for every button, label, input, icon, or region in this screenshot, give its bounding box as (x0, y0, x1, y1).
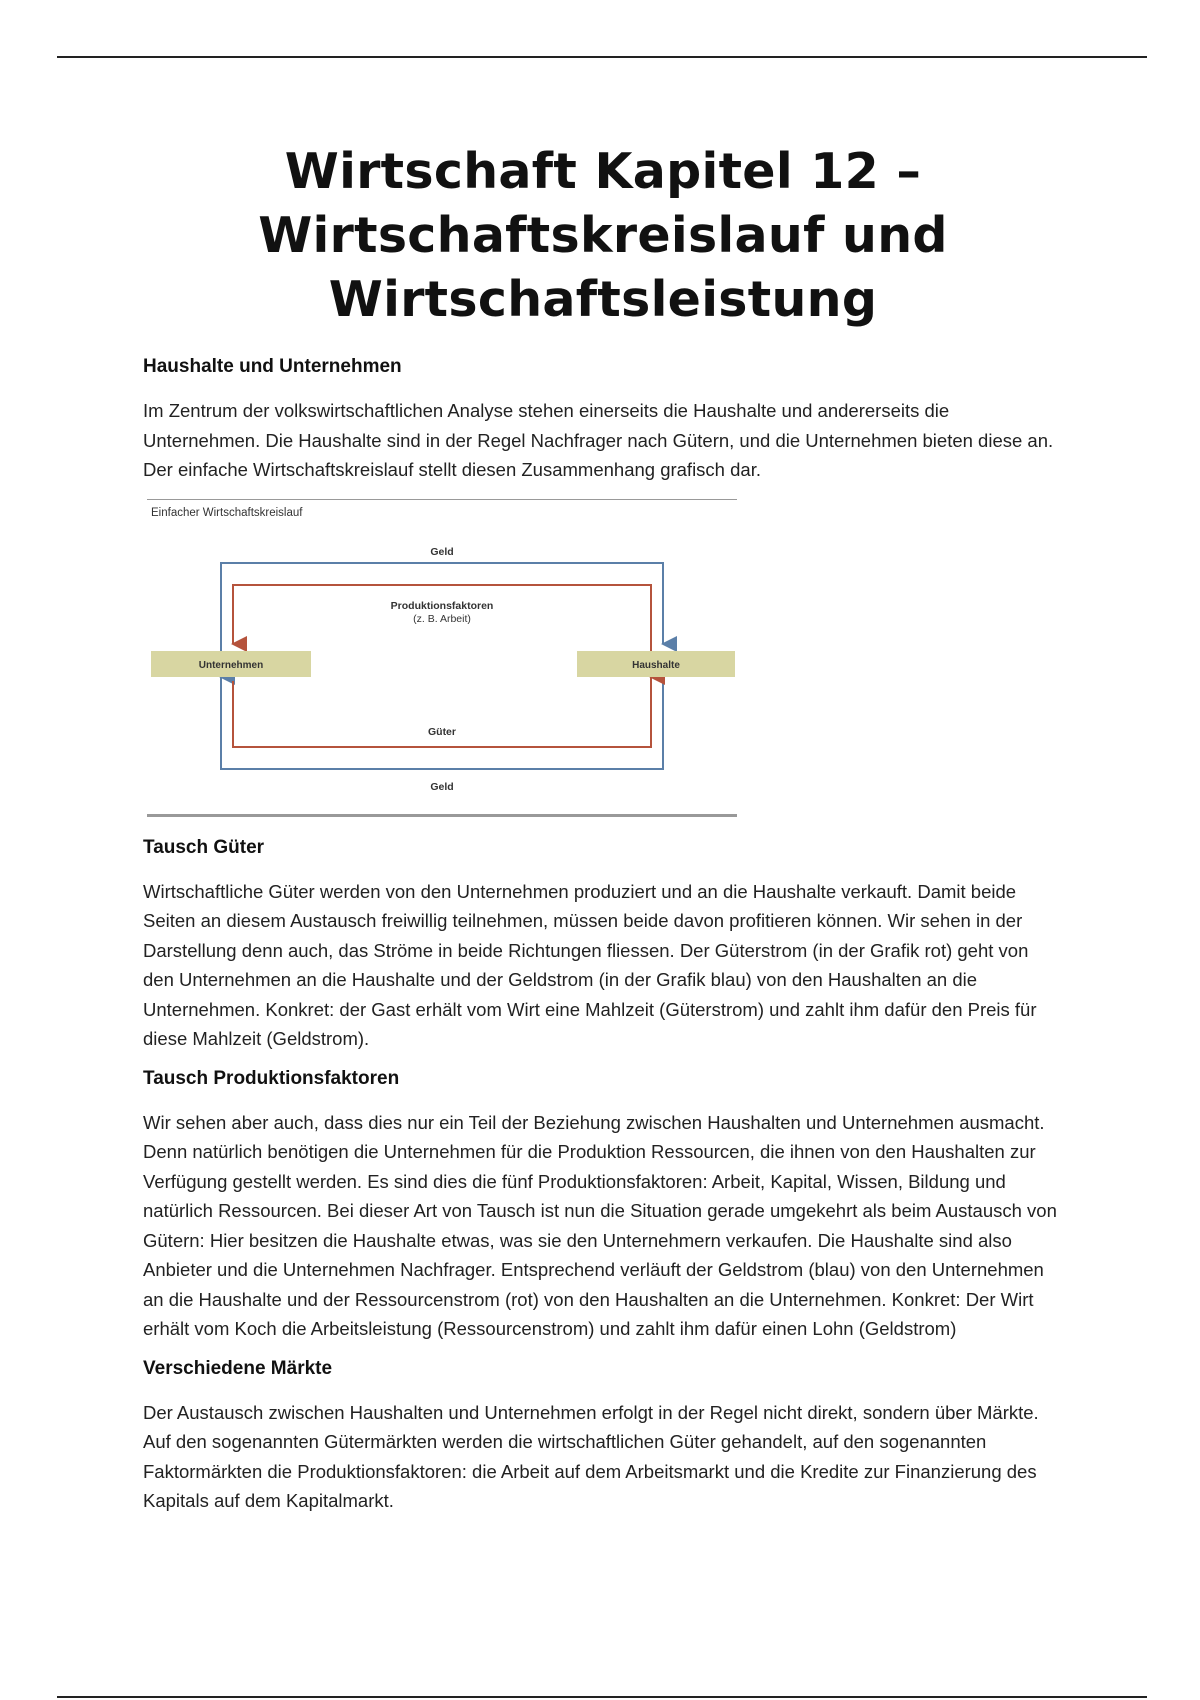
figure-caption: Einfacher Wirtschaftskreislauf (151, 506, 303, 519)
document-page (143, 140, 1063, 1530)
figure-bottom-line (147, 814, 737, 817)
circular-flow-diagram (147, 499, 737, 817)
section-paragraph: Wir sehen aber auch, dass dies nur ein Teil der Beziehung zwischen Haushalten und Unternehmen ausmacht. Denn natürlich benötigen die Unternehmen für die Produktion Ressourcen, die ihnen von den Haushalten zur Verfügung gestellt werden. Es sind dies die fünf Produktionsfaktoren: Arbeit, Kapital, Wissen, Bildung und natürlich Ressourcen. Bei dieser Art von Tausch ist nun die Situation gerade umgekehrt als beim Austausch von Gütern: Hier besitzen die Haushalte etwas, was sie den Unternehmern verkaufen. Die Haushalte sind also Anbieter und die Unternehmen Nachfrager. Entsprechend verläuft der Geldstrom (blau) von den Unternehmen an die Haushalte und der Ressourcenstrom (rot) von den Haushalten an die Unternehmen. Konkret: Der Wirt erhält vom Koch die Arbeitsleistung (Ressourcenstrom) und zahlt ihm dafür einen Lohn (Geldstrom) (143, 1111, 1057, 1339)
factors-sublabel: (z. B. Arbeit) (413, 612, 471, 625)
money-label-top: Geld (430, 545, 454, 558)
unternehmen-label: Unternehmen (198, 659, 264, 671)
section-heading-tausch-gueter: Tausch Güter (143, 836, 265, 858)
wirtschaftskreislauf-figure (147, 499, 737, 817)
section-heading-maerkte: Verschiedene Märkte (143, 1357, 333, 1379)
title-line-2: Wirtschaftskreislauf und (258, 207, 948, 264)
haushalte-label: Haushalte (632, 659, 680, 671)
money-label-bottom: Geld (430, 780, 454, 793)
factors-label: Produktionsfaktoren (390, 599, 494, 612)
goods-label: Güter (427, 725, 457, 738)
top-rule (57, 56, 1147, 58)
section-paragraph: Der Austausch zwischen Haushalten und Unternehmen erfolgt in der Regel nicht direkt, sondern über Märkte. Auf den sogenannten Gütermärkten werden die wirtschaftlichen Güter gehandelt, auf den sogenannten Faktormärkten die Produktionsfaktoren: die Arbeit auf dem Arbeitsmarkt und die Kredite zur Finanzierung des Kapitals auf dem Kapitalmarkt. (143, 1401, 1039, 1511)
page-title (143, 140, 1063, 332)
section-paragraph: Im Zentrum der volkswirtschaftlichen Analyse stehen einerseits die Haushalte und andererseits die Unternehmen. Die Haushalte sind in der Regel Nachfrager nach Gütern, und die Unternehmen bieten diese an. Der einfache Wirtschaftskreislauf stellt diesen Zusammenhang grafisch dar. (143, 400, 1054, 480)
title-line-3: Wirtschaftsleistung (328, 271, 878, 328)
title-line-1: Wirtschaft Kapitel 12 – (284, 143, 922, 200)
bottom-rule (57, 1696, 1147, 1698)
section-paragraph: Wirtschaftliche Güter werden von den Unternehmen produziert und an die Haushalte verkauft. Damit beide Seiten an diesem Austausch freiwillig teilnehmen, müssen beide davon profitieren können. Wir sehen in der Darstellung denn auch, das Ströme in beide Richtungen fliessen. Der Güterstrom (in der Grafik rot) geht von den Unternehmen an die Haushalte und der Geldstrom (in der Grafik blau) von den Haushalten an die Unternehmen. Konkret: der Gast erhält vom Wirt eine Mahlzeit (Güterstrom) und zahlt ihm dafür den Preis für diese Mahlzeit (Geldstrom). (143, 880, 1037, 1049)
money-flow-bottom (221, 677, 663, 769)
section-heading-haushalte: Haushalte und Unternehmen (143, 356, 402, 377)
section-heading-produktionsfaktoren: Tausch Produktionsfaktoren (143, 1067, 400, 1089)
